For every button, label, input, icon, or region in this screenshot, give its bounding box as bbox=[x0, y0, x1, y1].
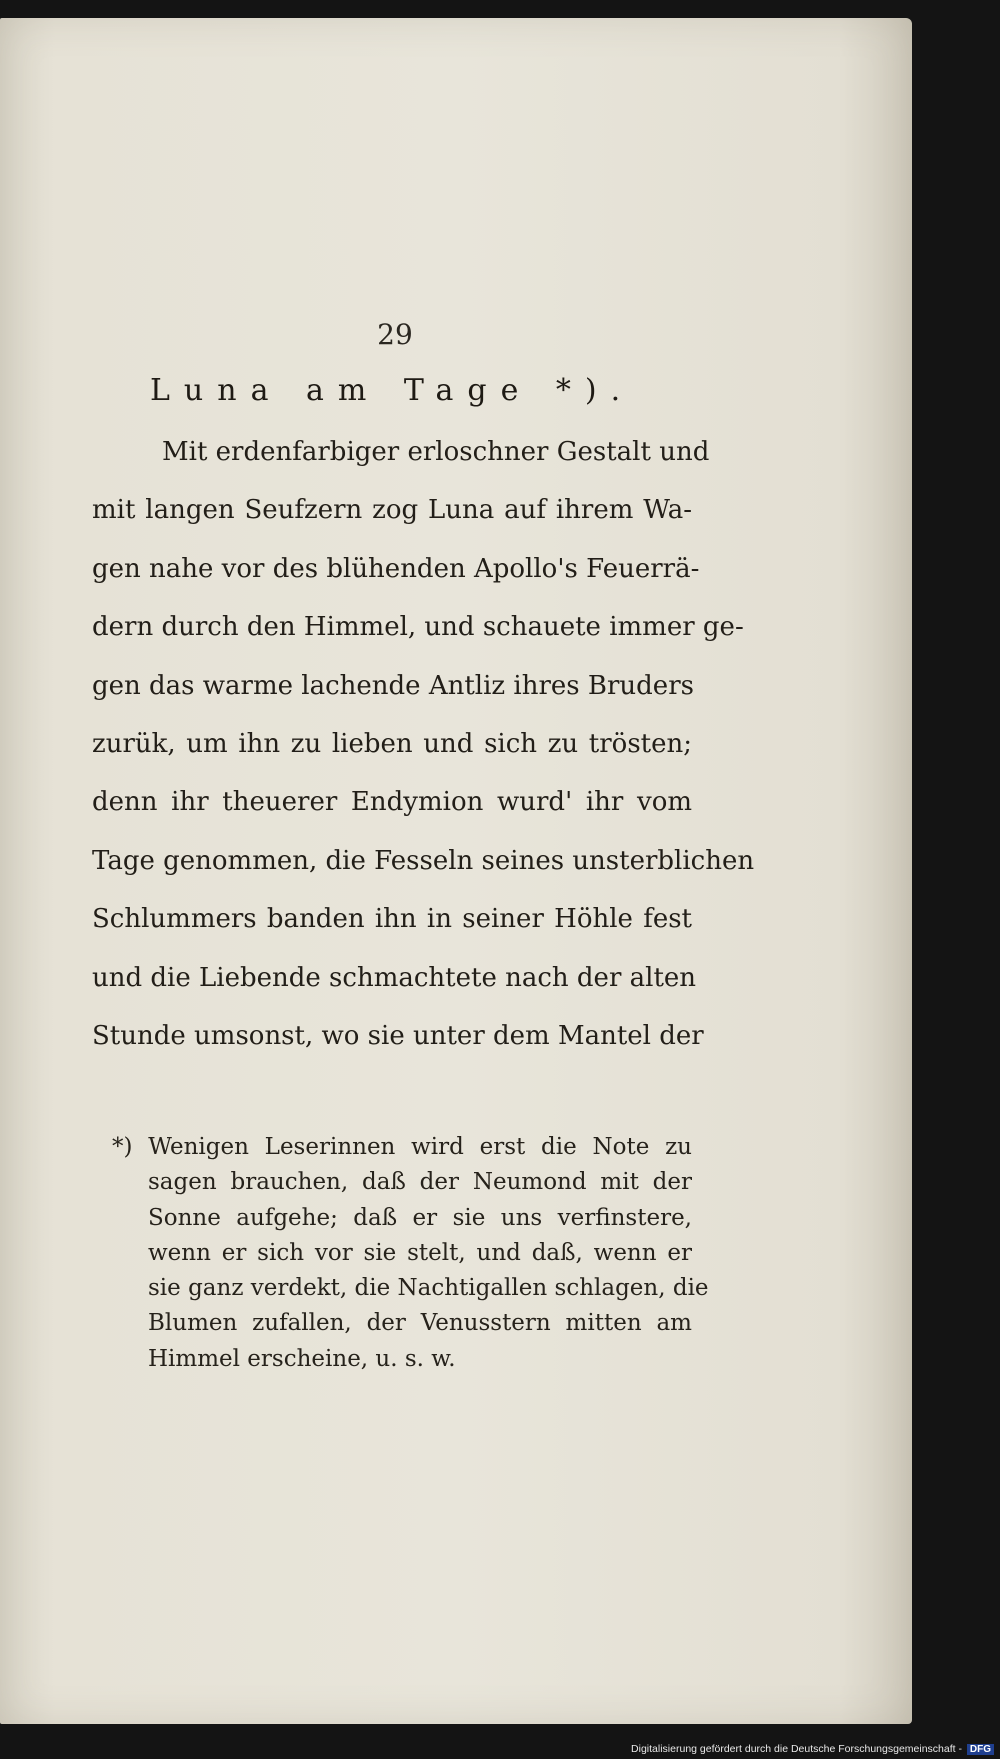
footnote-line: wenn er sich vor sie stelt, und daß, wenn er bbox=[148, 1239, 692, 1266]
footnote-line: sie ganz verdekt, die Nachtigallen schlagen, die bbox=[148, 1275, 709, 1302]
footnote-line: Himmel erscheine, u. s. w. bbox=[148, 1345, 456, 1372]
footnote-line: *) Wenigen Leserinnen wird erst die Note zu bbox=[112, 1134, 692, 1160]
chapter-title: Luna am Tage *). bbox=[150, 373, 635, 408]
body-line: und die Liebende schmachtete nach der alten bbox=[92, 962, 697, 993]
body-text bbox=[92, 423, 755, 1065]
page-number: 29 bbox=[377, 318, 413, 351]
body-line: gen nahe vor des blühenden Apollo's Feuerrä- bbox=[92, 553, 700, 584]
footnote-line: Blumen zufallen, der Venusstern mitten am bbox=[148, 1310, 692, 1337]
body-line: dern durch den Himmel, und schauete immer ge- bbox=[92, 612, 744, 643]
body-line: denn ihr theuerer Endymion wurd' ihr vom bbox=[92, 787, 692, 818]
body-line: Stunde umsonst, wo sie unter dem Mantel der bbox=[92, 1021, 704, 1052]
body-line: mit langen Seufzern zog Luna auf ihrem Wa- bbox=[92, 495, 692, 526]
book-page bbox=[0, 18, 912, 1724]
body-line: Tage genommen, die Fesseln seines unsterblichen bbox=[92, 845, 755, 876]
footnote-line: sagen brauchen, daß der Neumond mit der bbox=[148, 1169, 692, 1196]
body-line: zurük, um ihn zu lieben und sich zu trösten; bbox=[92, 729, 692, 760]
footnote-line: Sonne aufgehe; daß er sie uns verfinstere, bbox=[148, 1204, 692, 1231]
body-line: gen das warme lachende Antliz ihres Bruders bbox=[92, 670, 694, 701]
body-line: Schlummers banden ihn in seiner Höhle fest bbox=[92, 904, 692, 935]
dfg-logo: DFG bbox=[967, 1744, 994, 1755]
digitization-credit bbox=[631, 1743, 994, 1755]
credit-text: Digitalisierung gefördert durch die Deutsche Forschungsgemeinschaft - bbox=[631, 1743, 962, 1755]
footnote bbox=[112, 1130, 709, 1377]
body-line: Mit erdenfarbiger erloschner Gestalt und bbox=[162, 437, 710, 467]
